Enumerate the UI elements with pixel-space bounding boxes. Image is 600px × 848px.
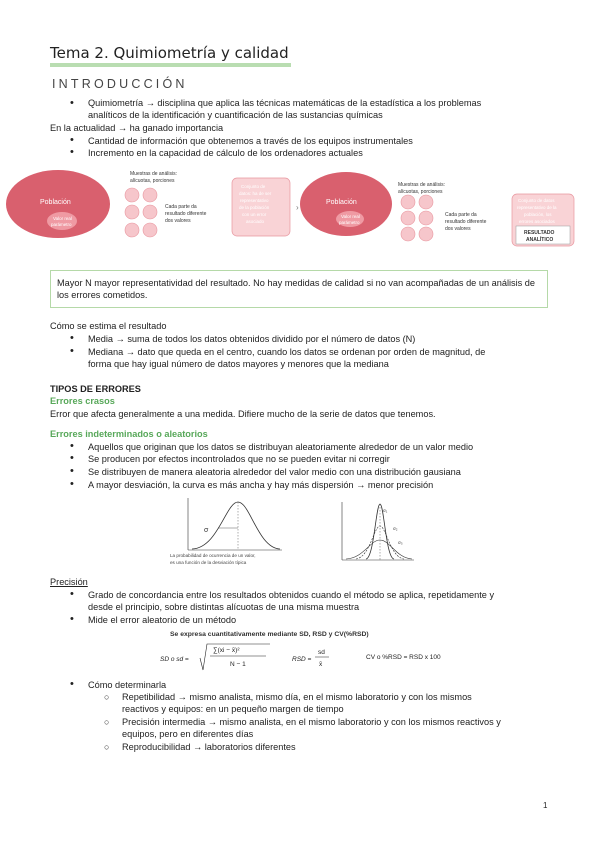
indet-item-1: Aquellos que originan que los datos se distribuyan aleatoriamente alrededor de un valor medio — [88, 442, 474, 452]
indeterminados-heading: Errores indeterminados o aleatorios — [50, 429, 208, 439]
svg-text:parámetro: parámetro — [339, 220, 360, 225]
media-item: Media → suma de todos los datos obtenidos dividido por el número de datos (N) — [88, 334, 416, 344]
precision-heading: Precisión — [50, 577, 88, 587]
svg-text:CV o %RSD = RSD x 100: CV o %RSD = RSD x 100 — [366, 654, 441, 661]
svg-text:Cada parte da: Cada parte da — [165, 204, 197, 210]
svg-text:σ₂: σ₂ — [393, 526, 398, 531]
svg-text:de la población: de la población — [239, 205, 270, 210]
precision-intermedia-item: Precisión intermedia → mismo analista, en el mismo laboratorio y con los mismos reactivos y equipos, pero en diferentes días — [122, 717, 501, 739]
intro-bullet-1: Cantidad de información que obtenemos a través de los equipos instrumentales — [88, 136, 413, 146]
circle-bullet-icon: ○ — [104, 717, 110, 727]
svg-text:La probabilidad de ocurrencia: La probabilidad de ocurrencia de un valor, — [170, 553, 256, 558]
svg-text:RESULTADO: RESULTADO — [524, 230, 555, 236]
indet-item-3: Se distribuyen de manera aleatoria alrededor del valor medio con una distribución gausiana — [88, 467, 461, 477]
svg-text:representativo: representativo — [240, 198, 269, 203]
svg-text:dos valores: dos valores — [445, 226, 471, 232]
bullet-icon: • — [70, 440, 74, 452]
population-label-right: Población — [326, 199, 357, 206]
bullet-icon: • — [70, 613, 74, 625]
como-determinarla: Cómo determinarla — [88, 680, 167, 690]
reproducibilidad-item: Reproducibilidad → laboratorios diferentes — [122, 742, 296, 752]
bullet-icon: • — [70, 678, 74, 690]
svg-text:Valor real: Valor real — [53, 216, 72, 221]
formula-title: Se expresa cuantitativamente mediante SD, RSD y CV(%RSD) — [170, 631, 369, 638]
bullet-icon: • — [70, 332, 74, 344]
svg-text:RSD =: RSD = — [292, 656, 312, 663]
bullet-icon: • — [70, 146, 74, 158]
svg-text:N − 1: N − 1 — [230, 661, 246, 668]
svg-text:dos valores: dos valores — [165, 218, 191, 224]
svg-text:resultado diferente: resultado diferente — [445, 219, 487, 225]
error-types-heading: TIPOS DE ERRORES — [50, 384, 141, 394]
intro-bullet-2: Incremento en la capacidad de cálculo de los ordenadores actuales — [88, 148, 363, 158]
svg-text:alícuotas, porciones: alícuotas, porciones — [398, 189, 443, 195]
repetibilidad-item: Repetibilidad → mismo analista, mismo día, en el mismo laboratorio y con los mismos reactivos y equipos: en un pequeño margen de tiempo — [122, 692, 472, 714]
svg-text:datos: ha de ser: datos: ha de ser — [239, 191, 272, 196]
svg-text:Cada parte da: Cada parte da — [445, 212, 477, 218]
svg-text:población, los: población, los — [524, 212, 552, 217]
page-title: Tema 2. Quimiometría y calidad — [50, 44, 291, 67]
bullet-icon: • — [70, 478, 74, 490]
population-label-left: Población — [40, 199, 71, 206]
svg-text:errores asociados: errores asociados — [519, 219, 555, 224]
indet-item-4: A mayor desviación, la curva es más ancha y hay más dispersión → menor precisión — [88, 480, 434, 490]
svg-text:x̄: x̄ — [319, 661, 323, 668]
svg-text:Muestras de análisis:: Muestras de análisis: — [398, 182, 445, 188]
crasos-heading: Errores crasos — [50, 396, 115, 406]
precision-random-error: Mide el error aleatorio de un método — [88, 615, 237, 625]
intro-heading: INTRODUCCIÓN — [52, 77, 188, 91]
svg-text:σ₃: σ₃ — [398, 540, 403, 545]
svg-text:Valor real: Valor real — [341, 214, 360, 219]
svg-text:ANALÍTICO: ANALÍTICO — [526, 237, 554, 243]
bullet-icon: • — [70, 134, 74, 146]
circle-bullet-icon: ○ — [104, 742, 110, 752]
bullet-icon: • — [70, 465, 74, 477]
callout-box: Mayor N mayor representatividad del resultado. No hay medidas de calidad si no van acompañadas de un análisis de los errores cometidos. — [50, 270, 548, 308]
precision-definition: Grado de concordancia entre los resultados obtenidos cuando el método se aplica, repetidamente y desde el principio, sobre distintas alícuotas de una misma muestra — [88, 590, 495, 612]
svg-text:parámetro: parámetro — [51, 222, 72, 227]
svg-text:resultado diferente: resultado diferente — [165, 211, 207, 217]
svg-text:∑(xi − x̄)²: ∑(xi − x̄)² — [213, 647, 240, 654]
bullet-icon: • — [70, 345, 74, 357]
bullet-icon: • — [70, 588, 74, 600]
formula-block — [158, 640, 458, 674]
svg-text:es una función de la desviació: es una función de la desviación típica — [170, 560, 247, 565]
intro-actualidad: En la actualidad → ha ganado importancia — [50, 123, 224, 133]
svg-text:alícuotas, porciones: alícuotas, porciones — [130, 178, 175, 184]
gaussian-graph-single — [168, 494, 288, 570]
gaussian-graph-multiple — [336, 500, 416, 566]
bullet-icon: • — [70, 97, 74, 109]
page-number: 1 — [543, 801, 548, 810]
svg-text:Muestras de análisis:: Muestras de análisis: — [130, 171, 177, 177]
sampling-diagram — [0, 160, 600, 260]
svg-text:σ₁: σ₁ — [383, 508, 388, 513]
indet-item-2: Se producen por efectos incontrolados que no se pueden evitar ni corregir — [88, 454, 390, 464]
svg-text:sd: sd — [318, 649, 325, 656]
mediana-item: Mediana → dato que queda en el centro, cuando los datos se ordenan por orden de magnitud, de forma que hay igual número de datos mayores y menores que la mediana — [88, 347, 486, 369]
svg-text:asociado: asociado — [246, 219, 265, 224]
estimation-heading: Cómo se estima el resultado — [50, 321, 167, 331]
svg-text:SD o sd =: SD o sd = — [160, 656, 189, 663]
svg-text:representativo de la: representativo de la — [517, 205, 557, 210]
svg-text:con un error: con un error — [242, 212, 267, 217]
intro-definition: Quimiometría → disciplina que aplica las técnicas matemáticas de la estadística a los problemas analíticos de la identificación y cuantificación de las sustancias químicas — [88, 98, 482, 120]
valor-real-bubble-left — [47, 212, 77, 230]
svg-text:σ: σ — [204, 527, 209, 534]
bullet-icon: • — [70, 452, 74, 464]
svg-text:Conjunto de: Conjunto de — [241, 184, 266, 189]
circle-bullet-icon: ○ — [104, 692, 110, 702]
svg-text:›: › — [296, 203, 299, 212]
crasos-text: Error que afecta generalmente a una medida. Difiere mucho de la serie de datos que tenemos. — [50, 409, 436, 419]
svg-text:Conjunto de datos: Conjunto de datos — [518, 198, 555, 203]
